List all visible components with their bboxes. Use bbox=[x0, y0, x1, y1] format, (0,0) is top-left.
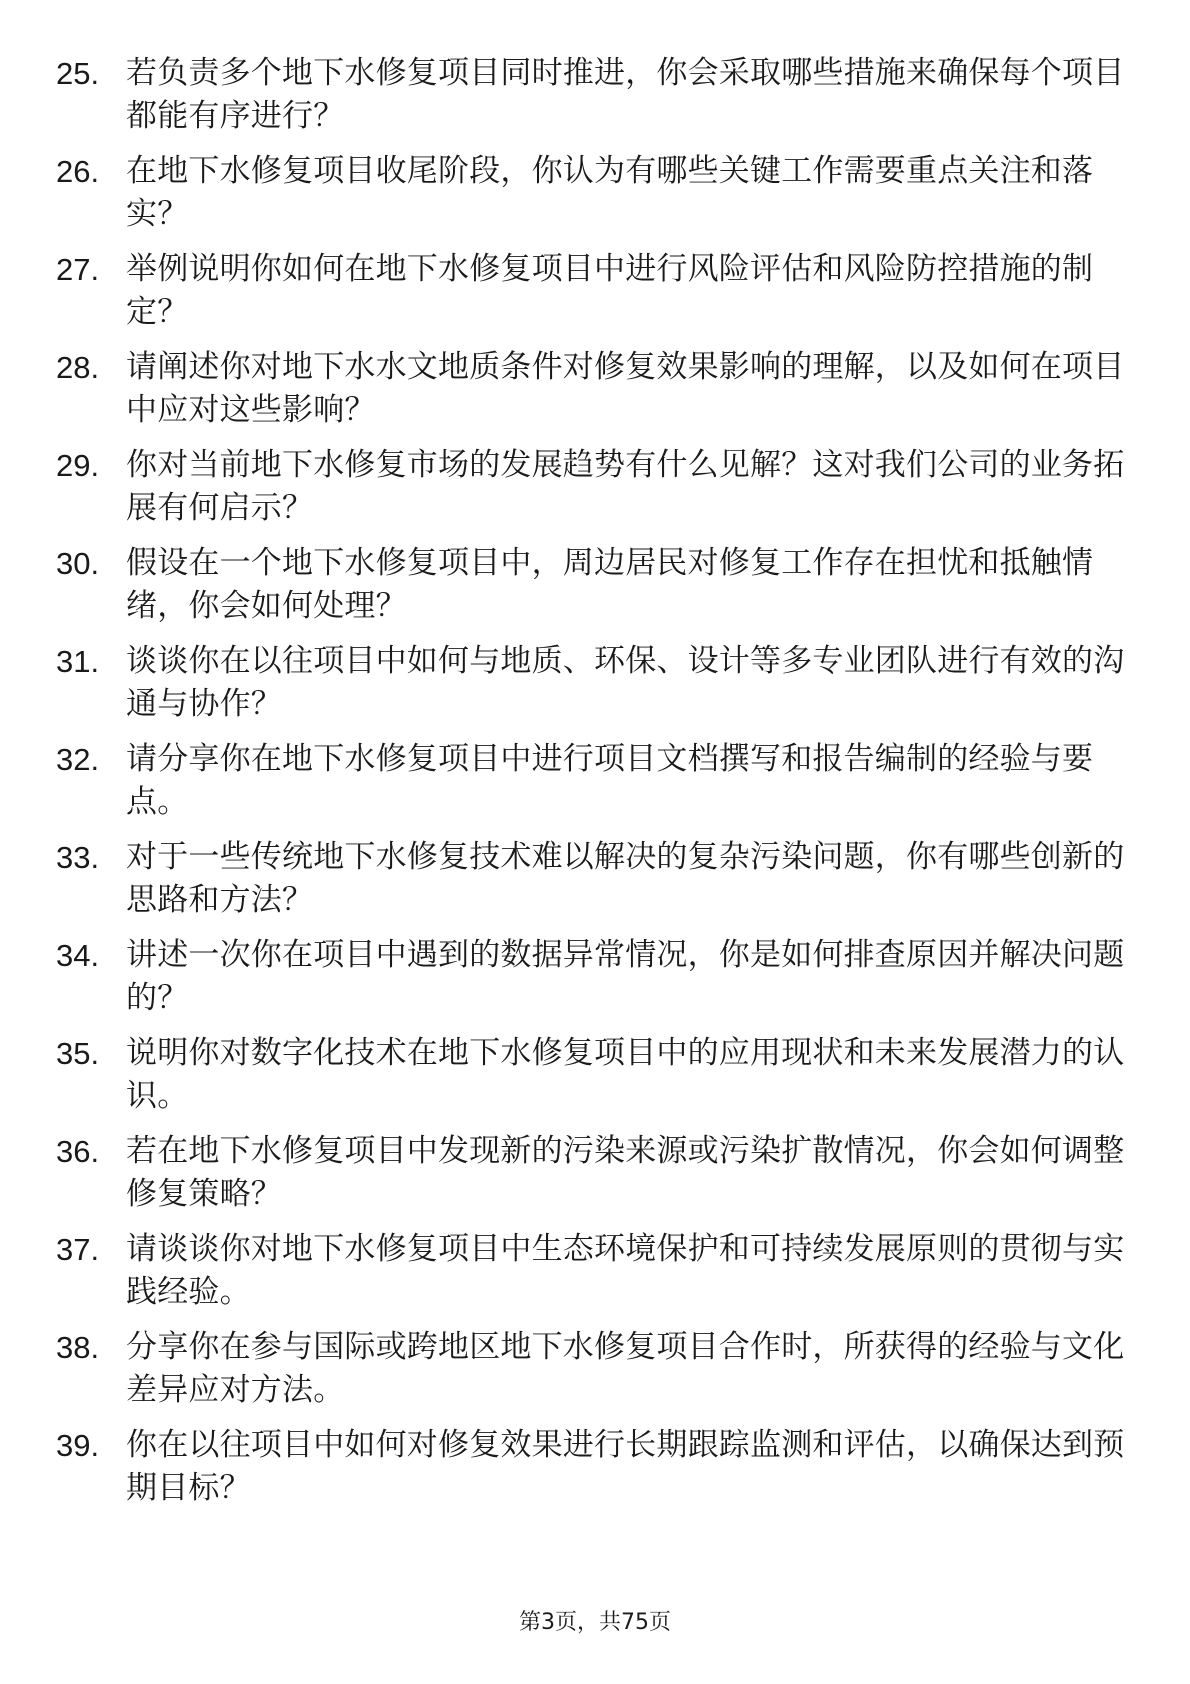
question-number: 33. bbox=[56, 840, 100, 875]
question-text: 请阐述你对地下水水文地质条件对修复效果影响的理解，以及如何在项目中应对这些影响？ bbox=[126, 349, 1125, 428]
question-text: 假设在一个地下水修复项目中，周边居民对修复工作存在担忧和抵触情绪，你会如何处理？ bbox=[126, 545, 1094, 624]
question-number: 27. bbox=[56, 252, 100, 287]
question-text: 讲述一次你在项目中遇到的数据异常情况，你是如何排查原因并解决问题的？ bbox=[126, 937, 1125, 1016]
question-text: 请谈谈你对地下水修复项目中生态环境保护和可持续发展原则的贯彻与实践经验。 bbox=[126, 1231, 1125, 1310]
question-number: 30. bbox=[56, 546, 100, 581]
list-item bbox=[0, 836, 1190, 934]
question-number: 31. bbox=[56, 644, 100, 679]
page-footer: 第3页，共75页 bbox=[519, 1610, 671, 1635]
question-text: 对于一些传统地下水修复技术难以解决的复杂污染问题，你有哪些创新的思路和方法？ bbox=[126, 839, 1125, 918]
question-number: 37. bbox=[56, 1232, 100, 1267]
question-number: 39. bbox=[56, 1428, 100, 1463]
question-number: 29. bbox=[56, 448, 100, 483]
question-number: 28. bbox=[56, 350, 100, 385]
question-text: 请分享你在地下水修复项目中进行项目文档撰写和报告编制的经验与要点。 bbox=[126, 741, 1094, 820]
question-text: 谈谈你在以往项目中如何与地质、环保、设计等多专业团队进行有效的沟通与协作？ bbox=[126, 643, 1125, 722]
question-text: 若负责多个地下水修复项目同时推进，你会采取哪些措施来确保每个项目都能有序进行？ bbox=[126, 55, 1125, 134]
question-text: 若在地下水修复项目中发现新的污染来源或污染扩散情况，你会如何调整修复策略？ bbox=[126, 1133, 1125, 1212]
list-item bbox=[0, 248, 1190, 346]
list-item bbox=[0, 738, 1190, 836]
question-text: 你在以往项目中如何对修复效果进行长期跟踪监测和评估，以确保达到预期目标？ bbox=[126, 1427, 1125, 1506]
question-number: 32. bbox=[56, 742, 100, 777]
question-number: 25. bbox=[56, 56, 100, 91]
question-text: 分享你在参与国际或跨地区地下水修复项目合作时，所获得的经验与文化差异应对方法。 bbox=[126, 1329, 1125, 1408]
question-text: 你对当前地下水修复市场的发展趋势有什么见解？这对我们公司的业务拓展有何启示？ bbox=[126, 447, 1125, 526]
question-text: 在地下水修复项目收尾阶段，你认为有哪些关键工作需要重点关注和落实？ bbox=[126, 153, 1094, 232]
list-item bbox=[0, 1424, 1190, 1522]
list-item bbox=[0, 640, 1190, 738]
question-text: 说明你对数字化技术在地下水修复项目中的应用现状和未来发展潜力的认识。 bbox=[126, 1035, 1125, 1114]
list-item bbox=[0, 542, 1190, 640]
question-number: 34. bbox=[56, 938, 100, 973]
question-number: 35. bbox=[56, 1036, 100, 1071]
list-item bbox=[0, 1032, 1190, 1130]
list-item bbox=[0, 1326, 1190, 1424]
list-item bbox=[0, 52, 1190, 150]
question-list bbox=[0, 52, 1190, 1522]
question-number: 36. bbox=[56, 1134, 100, 1169]
list-item bbox=[0, 1130, 1190, 1228]
list-item bbox=[0, 444, 1190, 542]
list-item bbox=[0, 346, 1190, 444]
question-text: 举例说明你如何在地下水修复项目中进行风险评估和风险防控措施的制定？ bbox=[126, 251, 1094, 330]
list-item bbox=[0, 150, 1190, 248]
list-item bbox=[0, 934, 1190, 1032]
question-number: 38. bbox=[56, 1330, 100, 1365]
list-item bbox=[0, 1228, 1190, 1326]
question-number: 26. bbox=[56, 154, 100, 189]
